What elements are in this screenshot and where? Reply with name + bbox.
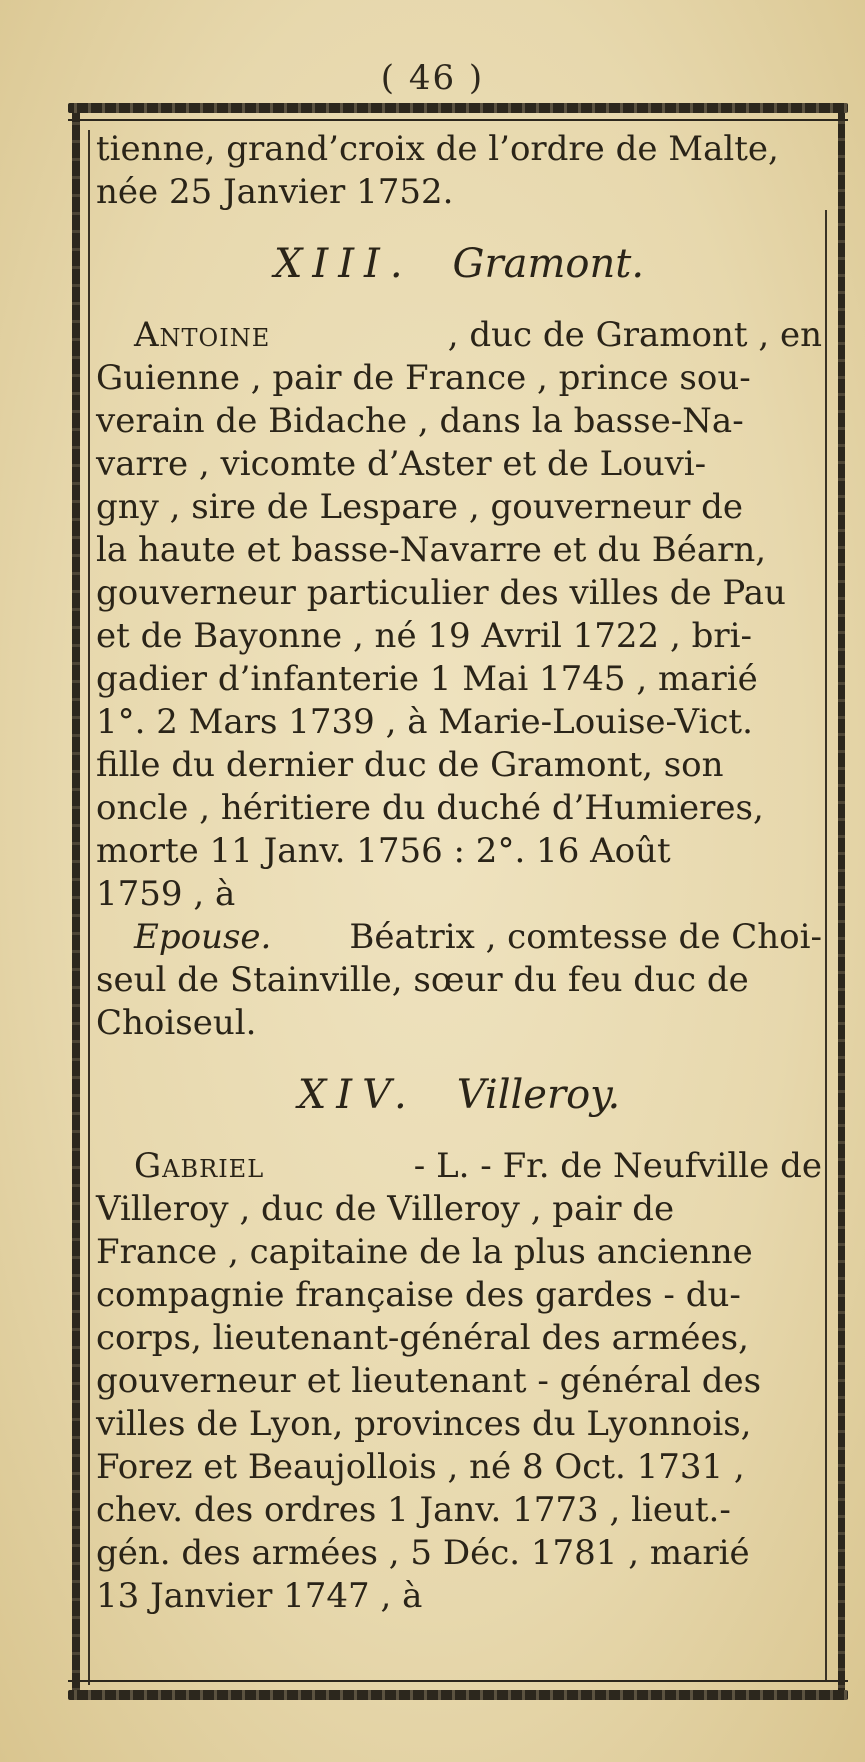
text-line: née 25 Janvier 1752. xyxy=(96,172,454,212)
top-ornamental-rule xyxy=(68,103,848,113)
entry-first-line xyxy=(96,1145,822,1188)
text-line: verain de Bidache , dans la basse-Na- xyxy=(96,401,744,441)
text-line: corps, lieutenant-général des armées, xyxy=(96,1318,749,1358)
right-border xyxy=(838,113,845,1695)
text-line: chev. des ordres 1 Janv. 1773 , lieut.- xyxy=(96,1490,731,1530)
text-line: 13 Janvier 1747 , à xyxy=(96,1576,423,1616)
section-title: Villeroy. xyxy=(456,1071,621,1118)
text-line: 1759 , à xyxy=(96,874,236,914)
text-line: gouverneur et lieutenant - général des xyxy=(96,1361,762,1401)
text-line: France , capitaine de la plus ancienne xyxy=(96,1232,753,1272)
text-line: gouverneur particulier des villes de Pau xyxy=(96,573,786,613)
spouse-line xyxy=(96,916,822,959)
spouse-label: Epouse. xyxy=(134,917,272,957)
text-line: Guienne , pair de France , prince sou- xyxy=(96,358,751,398)
section-heading-gramont xyxy=(96,214,822,314)
bottom-ornamental-rule xyxy=(68,1690,848,1700)
text-line: la haute et basse-Navarre et du Béarn, xyxy=(96,530,767,570)
entry-text: , duc de Gramont , en xyxy=(447,315,822,355)
left-inner-border xyxy=(88,130,90,1685)
section-title: Gramont. xyxy=(452,240,645,287)
text-line: compagnie française des gardes - du- xyxy=(96,1275,741,1315)
right-inner-border xyxy=(825,210,827,1680)
text-line: fille du dernier duc de Gramont, son xyxy=(96,745,724,785)
section-number: XIII. xyxy=(273,240,413,287)
entry-name: Gabriel xyxy=(134,1146,265,1186)
entry-text: - L. - Fr. de Neufville de xyxy=(413,1146,822,1186)
text-line: gny , sire de Lespare , gouverneur de xyxy=(96,487,744,527)
entry-name: Antoine xyxy=(134,315,271,355)
text-line: Forez et Beaujollois , né 8 Oct. 1731 , xyxy=(96,1447,745,1487)
text-line: gén. des armées , 5 Déc. 1781 , marié xyxy=(96,1533,750,1573)
text-line: et de Bayonne , né 19 Avril 1722 , bri- xyxy=(96,616,752,656)
left-border xyxy=(72,113,80,1695)
text-line: 1°. 2 Mars 1739 , à Marie-Louise-Vict. xyxy=(96,702,753,742)
text-line: morte 11 Janv. 1756 : 2°. 16 Août xyxy=(96,831,671,871)
text-line: villes de Lyon, provinces du Lyonnois, xyxy=(96,1404,752,1444)
page-number: ( 46 ) xyxy=(380,58,485,98)
text-line: varre , vicomte d’Aster et de Louvi- xyxy=(96,444,707,484)
text-line: Villeroy , duc de Villeroy , pair de xyxy=(96,1189,675,1229)
section-heading-villeroy xyxy=(96,1045,822,1145)
section-number: XIV. xyxy=(297,1071,417,1118)
text-line: oncle , héritiere du duché d’Humieres, xyxy=(96,788,764,828)
entry-first-line xyxy=(96,314,822,357)
text-line: gadier d’infanterie 1 Mai 1745 , marié xyxy=(96,659,758,699)
text-line: seul de Stainville, sœur du feu duc de xyxy=(96,960,749,1000)
page-text xyxy=(96,128,822,1618)
text-line: tienne, grand’croix de l’ordre de Malte, xyxy=(96,129,779,169)
text-line: Choiseul. xyxy=(96,1003,257,1043)
spouse-text: Béatrix , comtesse de Choi- xyxy=(349,917,822,957)
